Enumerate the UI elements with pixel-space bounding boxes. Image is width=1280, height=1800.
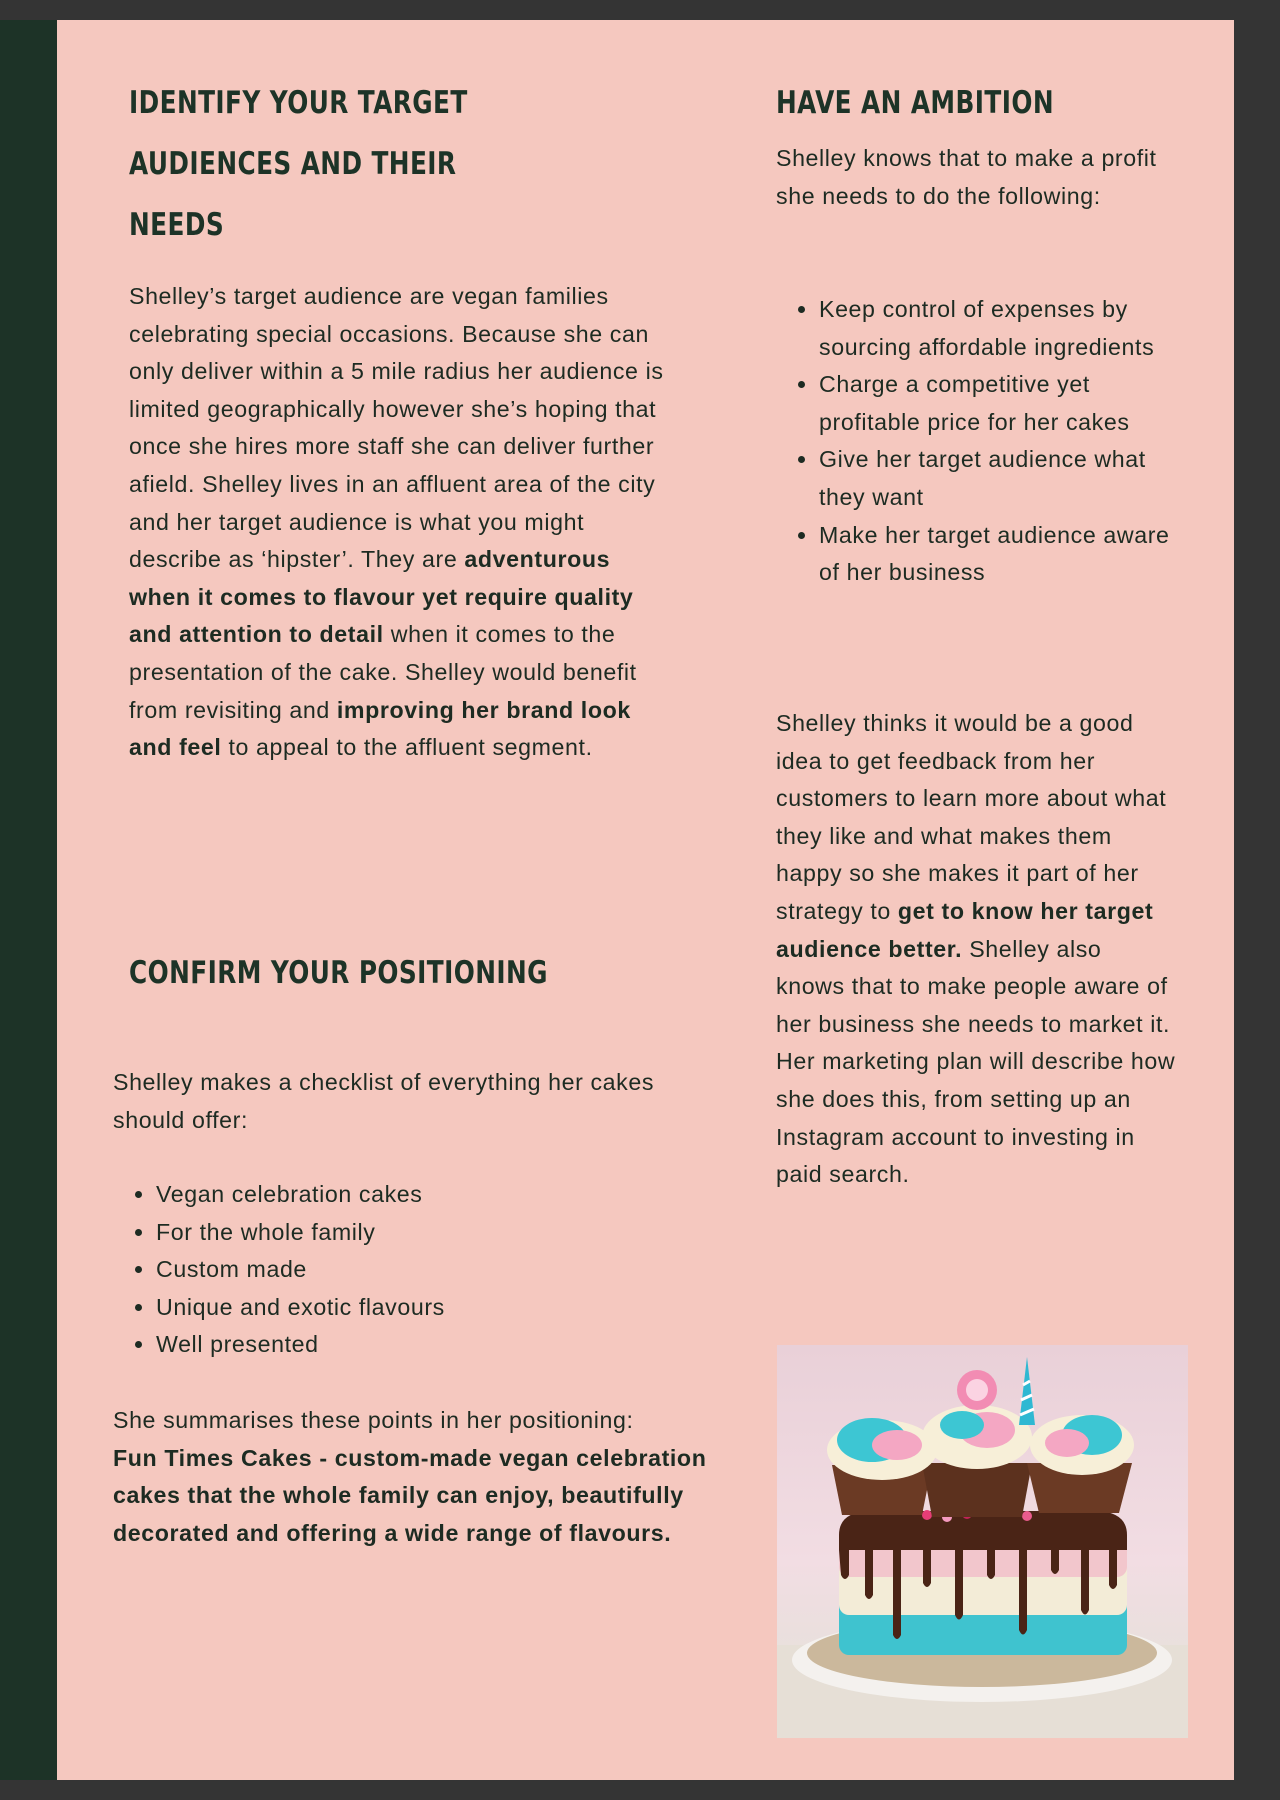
ambition-list xyxy=(776,291,1189,592)
checklist xyxy=(113,1176,716,1364)
bold-run: get to know her target audience better. xyxy=(776,897,1154,962)
text-run: Shelley’s target audience are vegan families celebrating special occasions. Because she can only deliver within a 5 mile radius her audience is limited geographically however she’s hoping that once she hires more staff she can deliver further afield. Shelley lives in an affluent area of the city and her target audience is what you might describe as ‘hipster’. They are xyxy=(129,283,664,573)
list-item: • Give her target audience what they want xyxy=(819,441,1189,516)
cupcakes xyxy=(827,1405,1134,1517)
bold-run: improving her brand look and feel xyxy=(129,696,631,761)
list-item: • For the whole family xyxy=(156,1214,716,1252)
positioning-statement: Fun Times Cakes - custom-made vegan celebration cakes that the whole family can enjoy, beautifully decorated and offering a wide range of flavours. xyxy=(113,1444,707,1546)
list-item: • Vegan celebration cakes xyxy=(156,1176,716,1214)
text-run: Shelley also knows that to make people aware of her business she needs to market it. Her marketing plan will describe how she does this, from setting up an Instagram account to investing in paid search. xyxy=(776,935,1176,1188)
candy xyxy=(1022,1511,1032,1521)
text-run: Shelley thinks it would be a good idea to get feedback from her customers to learn more about what they like and what makes them happy so she makes it part of her strategy to xyxy=(776,710,1167,924)
candy xyxy=(922,1510,932,1520)
list-item: • Unique and exotic flavours xyxy=(156,1289,716,1327)
heading-line: NEEDS xyxy=(129,207,225,243)
heading-have-an-ambition: HAVE AN AMBITION xyxy=(776,85,1055,121)
text-run: when it comes to the presentation of the cake. Shelley would benefit from revisiting and xyxy=(129,621,637,723)
heading-line: IDENTIFY YOUR TARGET xyxy=(129,85,468,121)
target-audience-paragraph xyxy=(129,278,674,767)
checklist-intro: Shelley makes a checklist of everything her cakes should offer: xyxy=(113,1069,655,1133)
list-item: • Keep control of expenses by sourcing affordable ingredients xyxy=(819,291,1189,366)
heading-identify-audiences xyxy=(129,73,468,256)
text-run: She summarises these points in her positioning: xyxy=(113,1407,634,1433)
list-item: • Custom made xyxy=(156,1251,716,1289)
list-item: • Charge a competitive yet profitable price for her cakes xyxy=(819,366,1189,441)
ambition-intro: Shelley knows that to make a profit she needs to do the following: xyxy=(776,145,1157,209)
list-item: • Well presented xyxy=(156,1326,716,1364)
cake-photo xyxy=(777,1345,1188,1738)
bold-run: adventurous when it comes to flavour yet require quality and attention to detail xyxy=(129,546,634,648)
list-item: • Make her target audience aware of her business xyxy=(819,517,1189,592)
feedback-paragraph xyxy=(776,705,1176,1194)
cake-illustration xyxy=(777,1345,1188,1738)
document-page xyxy=(0,20,1234,1780)
text-run: to appeal to the affluent segment. xyxy=(221,734,593,761)
heading-confirm-positioning: CONFIRM YOUR POSITIONING xyxy=(129,955,548,991)
positioning-summary xyxy=(113,1402,733,1552)
heading-line: AUDIENCES AND THEIR xyxy=(129,146,457,182)
side-accent-bar xyxy=(0,20,57,1780)
